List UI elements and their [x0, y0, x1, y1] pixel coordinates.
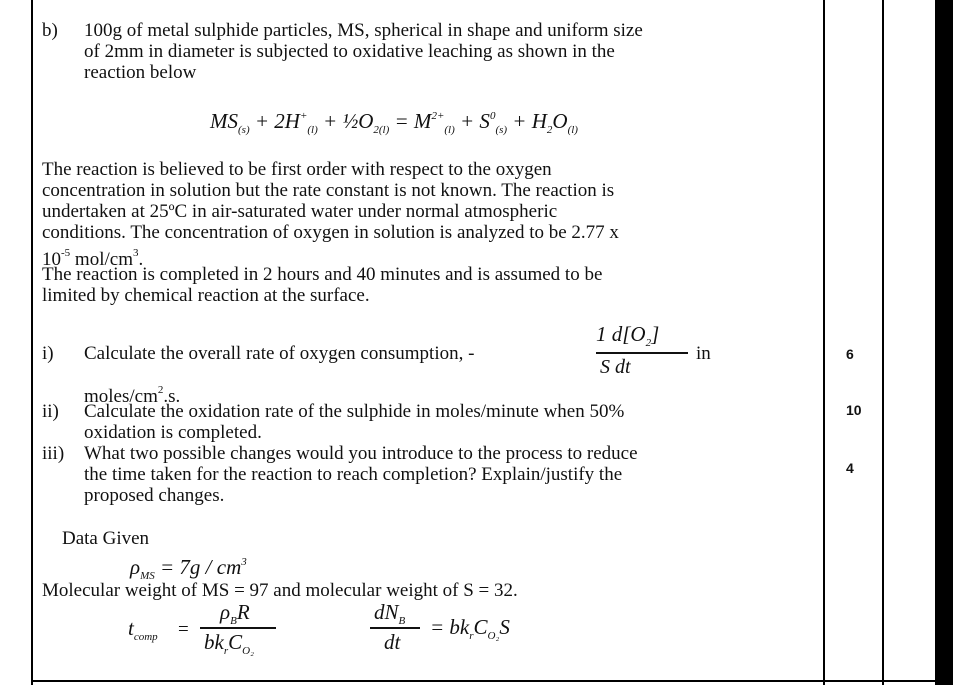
- marks-value: 6: [846, 346, 854, 362]
- paragraph-line: The reaction is completed in 2 hours and 40 minutes and is assumed to be: [42, 264, 603, 285]
- paragraph-line: The reaction is believed to be first order with respect to the oxygen: [42, 159, 552, 180]
- intro-line: of 2mm in diameter is subjected to oxidative leaching as shown in the: [84, 41, 615, 62]
- tcomp-equals: =: [178, 619, 189, 640]
- table-left-border: [31, 0, 33, 685]
- table-divider-right: [882, 0, 884, 685]
- molecular-weight-line: Molecular weight of MS = 97 and molecular weight of S = 32.: [42, 580, 518, 601]
- marks-value: 10: [846, 402, 862, 418]
- rate-numerator: $dN_B$: [374, 600, 406, 627]
- tcomp-numerator: $\rho_BR$: [220, 600, 250, 627]
- page-right-edge: [935, 0, 953, 685]
- density-equation: $\rho_{MS} = 7g / cm^3$: [130, 555, 247, 582]
- intro-line: reaction below: [84, 62, 197, 83]
- paragraph-line: conditions. The concentration of oxygen in solution is analyzed to be 2.77 x: [42, 222, 619, 243]
- paragraph-line: undertaken at 25ºC in air-saturated water under normal atmospheric: [42, 201, 558, 222]
- tcomp-label: $t_{comp}$: [128, 616, 158, 643]
- marks-value: 4: [846, 460, 854, 476]
- tcomp-denominator: $bk_rC_{O_2}$: [204, 630, 254, 657]
- table-bottom-border: [31, 680, 935, 682]
- rate-fraction-bar-2: [370, 627, 420, 629]
- part-text: in: [696, 343, 711, 364]
- paragraph-line: limited by chemical reaction at the surface.: [42, 285, 370, 306]
- part-text: Calculate the overall rate of oxygen consumption, -: [84, 343, 475, 364]
- tcomp-fraction-bar: [200, 627, 276, 629]
- rate-fraction-numerator: 1 $d[O_2]$: [596, 322, 660, 349]
- part-text: moles/$cm^2.s$.: [84, 384, 181, 407]
- part-label: i): [42, 343, 54, 364]
- question-label: b): [42, 20, 58, 41]
- part-text: Calculate the oxidation rate of the sulphide in moles/minute when 50%: [84, 401, 625, 422]
- part-label: ii): [42, 401, 59, 422]
- rate-denominator: dt: [384, 630, 401, 654]
- rate-fraction-bar: [596, 352, 688, 354]
- part-text: the time taken for the reaction to reach completion? Explain/justify the: [84, 464, 623, 485]
- reaction-equation: $MS_{(s)} + 2H^+_{(l)}$ + $\frac{1}{2}O_{2(l)} = M^{2+}_{(l)} + S^0_{(s)} + H_2O_{(l)}$: [210, 109, 578, 136]
- part-text: proposed changes.: [84, 485, 225, 506]
- table-divider: [823, 0, 825, 685]
- part-label: iii): [42, 443, 65, 464]
- paragraph-line: $10^{-5}$ mol/$cm^3$.: [42, 247, 144, 270]
- data-given-heading: Data Given: [62, 528, 150, 549]
- rate-fraction-denominator: S dt: [600, 356, 631, 378]
- intro-line: 100g of metal sulphide particles, MS, spherical in shape and uniform size: [84, 20, 643, 41]
- part-text: oxidation is completed.: [84, 422, 262, 443]
- part-text: What two possible changes would you introduce to the process to reduce: [84, 443, 638, 464]
- rate-rhs: = $bk_rC_{O_2}S$: [430, 615, 510, 642]
- paragraph-line: concentration in solution but the rate constant is not known. The reaction is: [42, 180, 615, 201]
